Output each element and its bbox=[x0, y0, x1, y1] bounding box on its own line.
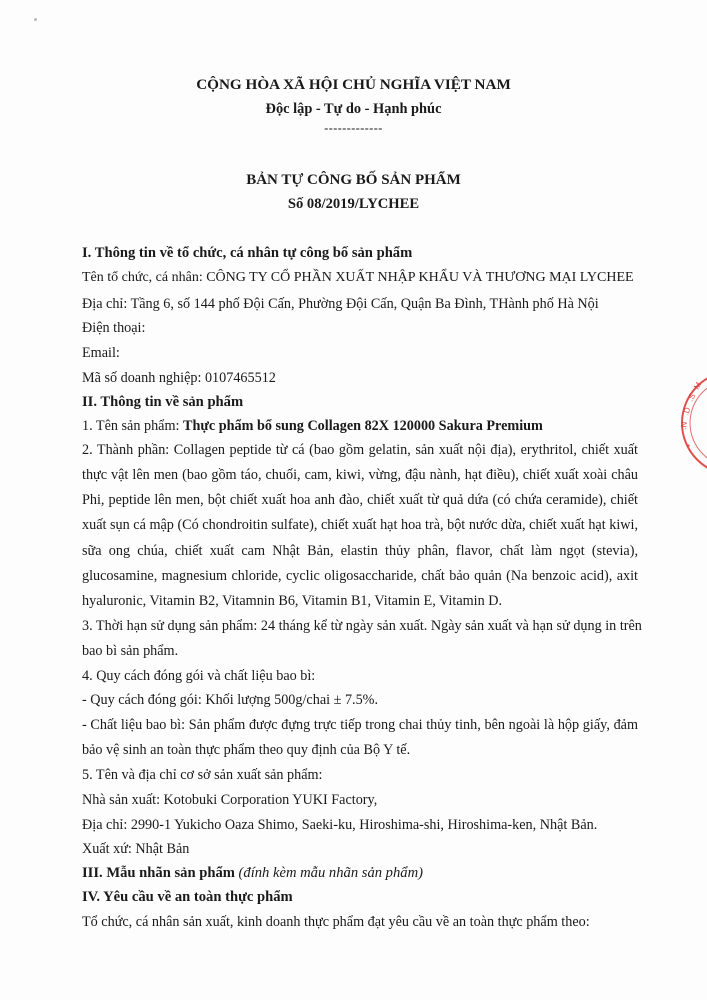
section-3-heading bbox=[82, 865, 423, 882]
shelf-life-line: 3. Thời hạn sử dụng sản phẩm: 24 tháng kể từ ngày sản xuất. Ngày sản xuất và hạn sử dụng in trên bbox=[82, 618, 642, 634]
svg-text:.S: .S bbox=[685, 392, 698, 403]
manufacturer-address: Địa chỉ: 2990-1 Yukicho Oaza Shimo, Saeki-ku, Hiroshima-shi, Hiroshima-ken, Nhật Bản. bbox=[82, 817, 598, 833]
document-number: Số 08/2019/LYCHEE bbox=[287, 196, 420, 212]
red-seal-stamp bbox=[672, 368, 707, 478]
section-1-heading: I. Thông tin về tổ chức, cá nhân tự công bố sản phẩm bbox=[82, 245, 413, 261]
document-title: BẢN TỰ CÔNG BỐ SẢN PHẨM bbox=[246, 172, 461, 188]
product-name-label: 1. Tên sản phẩm: bbox=[82, 418, 184, 434]
product-name-line bbox=[82, 418, 642, 435]
ingredients-line: xuất sụn cá mập (Có chondroitin sulfate), chiết xuất hạt hoa trà, bột nước dừa, chiết xuất hạt kiwi, bbox=[82, 517, 638, 533]
svg-text:*: * bbox=[687, 443, 691, 452]
section-3-title: III. Mẫu nhãn sản phẩm bbox=[82, 865, 239, 881]
tax-code: Mã số doanh nghiệp: 0107465512 bbox=[82, 370, 276, 386]
section-2-heading: II. Thông tin về sản phẩm bbox=[82, 394, 244, 410]
nation-heading: CỘNG HÒA XÃ HỘI CHỦ NGHĨA VIỆT NAM bbox=[196, 76, 511, 93]
origin: Xuất xứ: Nhật Bản bbox=[82, 841, 190, 857]
svg-text:.D: .D bbox=[681, 406, 693, 417]
ingredients-line: 2. Thành phần: Collagen peptide từ cá (bao gồm gelatin, sản xuất nội địa), erythritol, chiết xuất bbox=[82, 442, 638, 458]
svg-text:.N: .N bbox=[679, 421, 689, 431]
packaging-material-line: bảo vệ sinh an toàn thực phẩm theo quy định của Bộ Y tế. bbox=[82, 742, 411, 758]
ingredients-line: glucosamine, magnesium chloride, cyclic oligosaccharide, chất bảo quản (Na benzoic acid), axit bbox=[82, 568, 638, 584]
email-label: Email: bbox=[82, 345, 120, 361]
scan-speck bbox=[34, 18, 37, 21]
ingredients-line: sữa ong chúa, chiết xuất cam Nhật Bản, elastin thủy phân, flavor, chất làm ngọt (stevia), bbox=[82, 543, 638, 559]
organization-name: Tên tổ chức, cá nhân: CÔNG TY CỔ PHẦN XUẤT NHẬP KHẨU VÀ THƯƠNG MẠI LYCHEE bbox=[82, 270, 634, 285]
ingredients-line: thực vật lên men (bao gồm táo, chuối, cam, kiwi, vừng, đậu nành, hạt điều), chiết xuất xoài châu bbox=[82, 467, 638, 483]
manufacturer-name: Nhà sản xuất: Kotobuki Corporation YUKI Factory, bbox=[82, 792, 378, 808]
packaging-spec: - Quy cách đóng gói: Khối lượng 500g/chai ± 7.5%. bbox=[82, 692, 379, 708]
phone-label: Điện thoại: bbox=[82, 320, 146, 336]
svg-text:M: M bbox=[692, 380, 704, 392]
organization-address: Địa chỉ: Tầng 6, số 144 phố Đội Cấn, Phường Đội Cấn, Quận Ba Đình, THành phố Hà Nội bbox=[82, 296, 599, 312]
packaging-material-line: - Chất liệu bao bì: Sản phẩm được đựng trực tiếp trong chai thủy tinh, bên ngoài là hộp giấy, đảm bbox=[82, 717, 638, 733]
header-divider: ------------- bbox=[324, 121, 383, 135]
shelf-life-line: bao bì sản phẩm. bbox=[82, 643, 179, 659]
motto: Độc lập - Tự do - Hạnh phúc bbox=[265, 101, 442, 117]
ingredients-line: Phi, peptide lên men, bột chiết xuất hoa anh đào, chiết xuất từ quả dứa (có chứa ceramide), chiết bbox=[82, 492, 638, 508]
section-4-heading: IV. Yêu cầu về an toàn thực phẩm bbox=[82, 889, 293, 905]
packaging-heading: 4. Quy cách đóng gói và chất liệu bao bì: bbox=[82, 668, 316, 684]
product-name: Thực phẩm bổ sung Collagen 82X 120000 Sakura Premium bbox=[183, 418, 543, 434]
section-3-note: (đính kèm mẫu nhãn sản phẩm) bbox=[238, 865, 423, 881]
manufacturer-heading: 5. Tên và địa chỉ cơ sở sản xuất sản phẩm: bbox=[82, 767, 323, 783]
ingredients-line: hyaluronic, Vitamin B2, Vitamnin B6, Vitamin B1, Vitamin E, Vitamin D. bbox=[82, 593, 503, 609]
safety-requirement: Tổ chức, cá nhân sản xuất, kinh doanh thực phẩm đạt yêu cầu về an toàn thực phẩm theo: bbox=[82, 914, 590, 930]
